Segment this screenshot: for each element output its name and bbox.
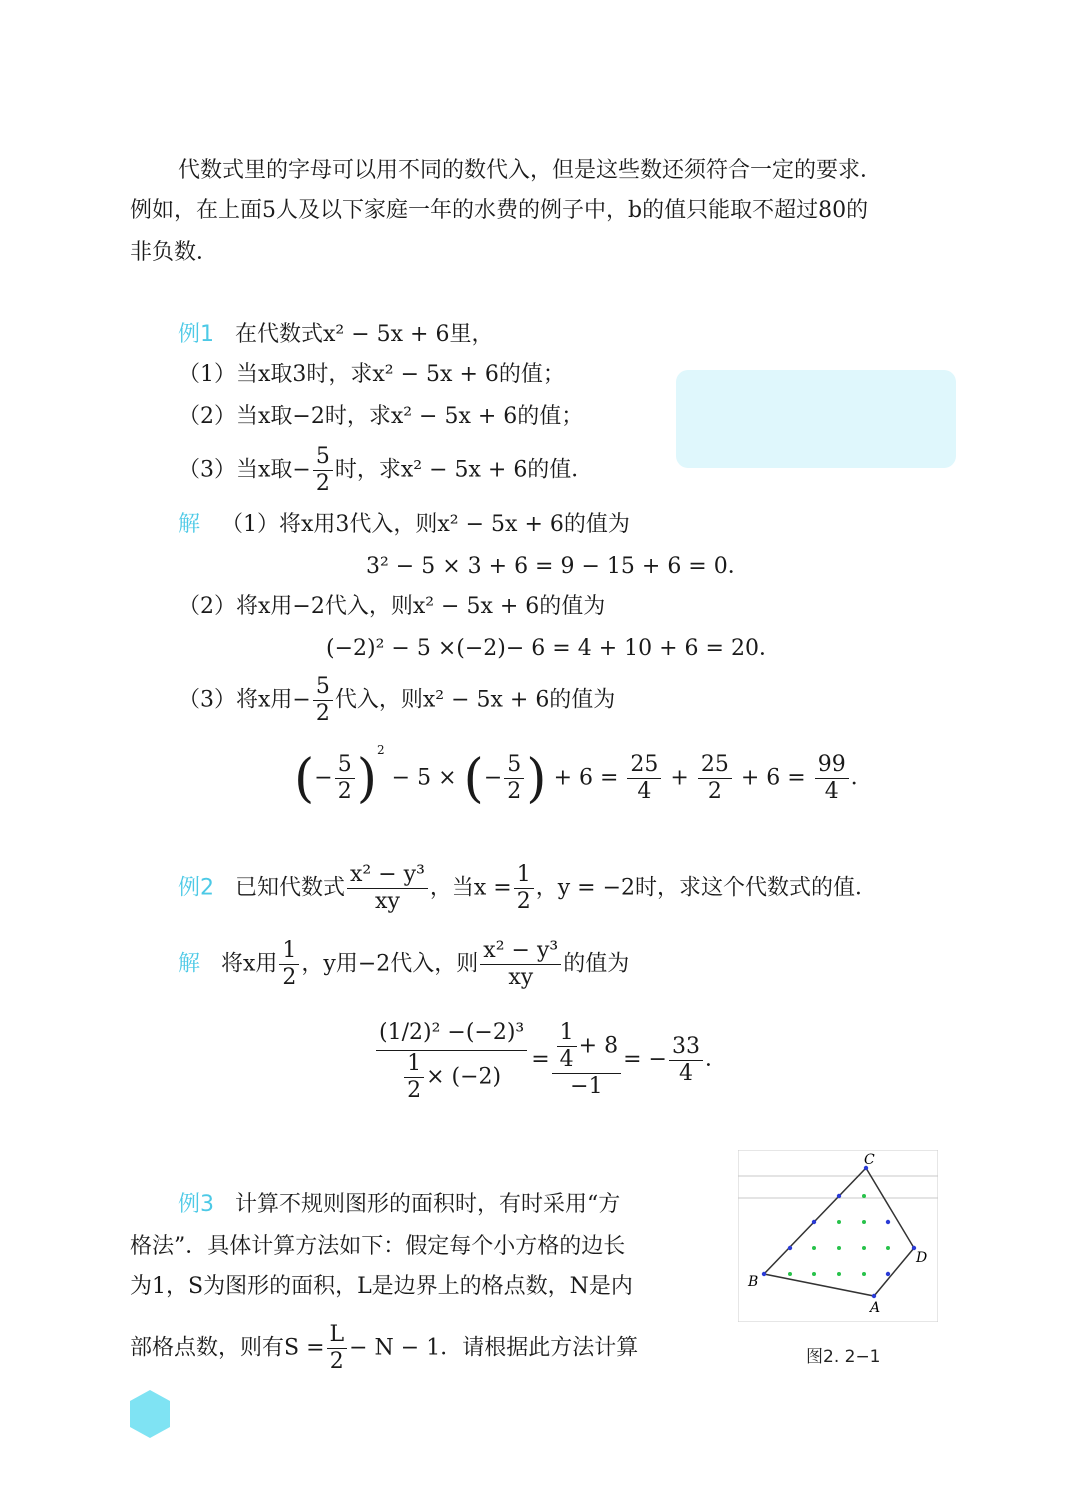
fraction-den: 2 (315, 471, 330, 496)
example3-label: 例3 (178, 1192, 214, 1217)
fraction-num: 5 (313, 674, 333, 701)
fraction-num: 1 (557, 1020, 577, 1047)
example1-stem (178, 320, 493, 350)
fraction (279, 938, 299, 991)
paren-left: ( (294, 748, 315, 809)
fraction-den: 2 (337, 779, 352, 804)
fraction (335, 752, 355, 805)
fraction-num: 25 (627, 752, 661, 779)
fraction (514, 862, 534, 915)
example1-stem-text: 在代数式x² − 5x + 6里， (234, 322, 494, 347)
example1-eq-2: (−2)² − 5 ×(−2)− 6 = 4 + 10 + 6 = 20． (326, 636, 781, 661)
paren-right: ) (356, 748, 378, 809)
eq-plus6: + 6 = (553, 765, 619, 791)
eq-equals: = (531, 1047, 550, 1072)
page-marker-hexagon-icon (128, 1388, 172, 1440)
big-fraction-den-text: × (−2) (426, 1064, 502, 1090)
solution-3-pre: （3）将x用− (178, 687, 311, 713)
solution-pre: 将x用 (221, 951, 278, 977)
fraction (313, 444, 333, 497)
note-box (676, 370, 956, 468)
fraction-den: 2 (407, 1078, 422, 1103)
label-d: D (916, 1250, 928, 1266)
fraction-den: 2 (282, 965, 297, 990)
mid-fraction-num (552, 1020, 621, 1074)
label-c: C (864, 1152, 875, 1168)
example1-eq-3: (− $\frac{5}{2}$ )$^2$ − 5 × (− $\frac{5}{2}$ ) + 6 = $\frac{25}{4}$ + $\frac{25}{2}$ + 6 = $\frac{99}{4}$ ． (294, 743, 873, 809)
eq-end: ． (850, 765, 873, 791)
fraction (669, 1034, 703, 1087)
eq-plus6-2: + 6 = (740, 765, 806, 791)
example1-solution-3 (178, 674, 615, 727)
fraction-num: 5 (504, 752, 524, 779)
fraction-den: 2 (329, 1349, 344, 1374)
example2-post: ，y = −2时，求这个代数式的值． (535, 875, 878, 901)
paren-right: ) (526, 748, 547, 809)
example3-l4-post: − N − 1．请根据此方法计算 (349, 1335, 639, 1361)
fraction-den: xy (508, 965, 534, 990)
example3-text-1: 计算不规则图形的面积时，有时采用“方 (234, 1192, 621, 1217)
example3-line-4 (130, 1322, 638, 1375)
example1-solution-2: （2）将x用−2代入，则x² − 5x + 6的值为 (178, 594, 606, 619)
example2-solution (178, 938, 629, 991)
big-fraction (376, 1016, 527, 1104)
fraction-den: 2 (315, 701, 330, 726)
fraction-den: 2 (707, 779, 722, 804)
example1-q3-pre: （3）当x取− (178, 457, 311, 483)
fraction (815, 752, 849, 805)
solution-mid: ，y用−2代入，则 (301, 951, 479, 977)
fraction (313, 674, 333, 727)
example3-line-2: 格法”．具体计算方法如下：假定每个小方格的边长 (130, 1234, 626, 1259)
solution-3-post: 代入，则x² − 5x + 6的值为 (334, 687, 616, 713)
example2-label: 例2 (178, 875, 214, 901)
mid-fraction-den: −1 (570, 1074, 603, 1099)
example1-q1: （1）当x取3时，求x² − 5x + 6的值； (178, 362, 565, 387)
example1-label: 例1 (178, 322, 214, 347)
example1-solution-1 (178, 510, 630, 540)
fraction-num: x² − y³ (480, 938, 561, 965)
fraction-num: 25 (698, 752, 732, 779)
fraction (327, 1322, 348, 1375)
example1-eq-1: 3² − 5 × 3 + 6 = 9 − 15 + 6 = 0． (366, 554, 750, 579)
eq-neg: = − (623, 1047, 667, 1072)
example1-q3 (178, 444, 593, 497)
intro-line-1: 代数式里的字母可以用不同的数代入，但是这些数还须符合一定的要求． (178, 158, 883, 183)
fraction (557, 1020, 577, 1073)
fraction-den: 4 (637, 779, 652, 804)
eq-mid: − 5 × (391, 765, 457, 791)
fraction-num: 1 (279, 938, 299, 965)
example1-q3-post: 时，求x² − 5x + 6的值． (334, 457, 594, 483)
fraction (698, 752, 732, 805)
fraction-num: 5 (335, 752, 355, 779)
figure-caption: 图2. 2−1 (806, 1347, 881, 1367)
fraction (504, 752, 524, 805)
big-fraction-den (376, 1051, 527, 1104)
solution-label: 解 (178, 512, 201, 537)
fraction-num: 5 (313, 444, 333, 471)
mid-fraction-num-text: + 8 (578, 1033, 619, 1059)
example3-line-3: 为1，S为图形的面积，L是边界上的格点数，N是内 (130, 1274, 633, 1299)
example2-stem (178, 862, 877, 915)
solution-label: 解 (178, 951, 201, 977)
eq-end: ． (704, 1047, 727, 1072)
intro-line-2: 例如，在上面5人及以下家庭一年的水费的例子中，b的值只能取不超过80的 (130, 198, 869, 223)
example2-equation (374, 1016, 727, 1104)
fraction (347, 862, 428, 915)
solution-post: 的值为 (563, 951, 630, 977)
fraction-num: 99 (815, 752, 849, 779)
eq-plus: + (670, 765, 689, 791)
fraction (627, 752, 661, 805)
label-a: A (870, 1300, 881, 1316)
example2-pre: 已知代数式 (234, 875, 345, 901)
fraction-num: 1 (404, 1051, 424, 1078)
fraction-den: 4 (559, 1047, 574, 1072)
big-fraction-num: (1/2)² −(−2)³ (376, 1016, 527, 1051)
fraction-den: 4 (678, 1060, 693, 1086)
solution-text: （1）将x用3代入，则x² − 5x + 6的值为 (221, 512, 630, 537)
fraction-num: x² − y³ (347, 862, 428, 889)
grid-figure (738, 1150, 938, 1322)
fraction-den: 2 (516, 889, 531, 914)
fraction-num: 33 (669, 1034, 703, 1061)
intro-line-3: 非负数． (130, 240, 219, 265)
example3-l4-pre: 部格点数，则有S = (130, 1335, 325, 1361)
fraction-num: L (327, 1322, 348, 1349)
paren-left: ( (463, 748, 484, 809)
fraction-den: 2 (507, 779, 522, 804)
example2-mid: ，当x = (429, 875, 512, 901)
example1-q2: （2）当x取−2时，求x² − 5x + 6的值； (178, 404, 584, 429)
fraction (480, 938, 561, 991)
fraction (404, 1051, 424, 1104)
fraction-den: 4 (824, 779, 839, 804)
mid-fraction (552, 1020, 621, 1100)
example3-line-1 (178, 1190, 620, 1220)
label-b: B (748, 1274, 759, 1290)
fraction-num: 1 (514, 862, 534, 889)
fraction-den: xy (375, 889, 400, 914)
